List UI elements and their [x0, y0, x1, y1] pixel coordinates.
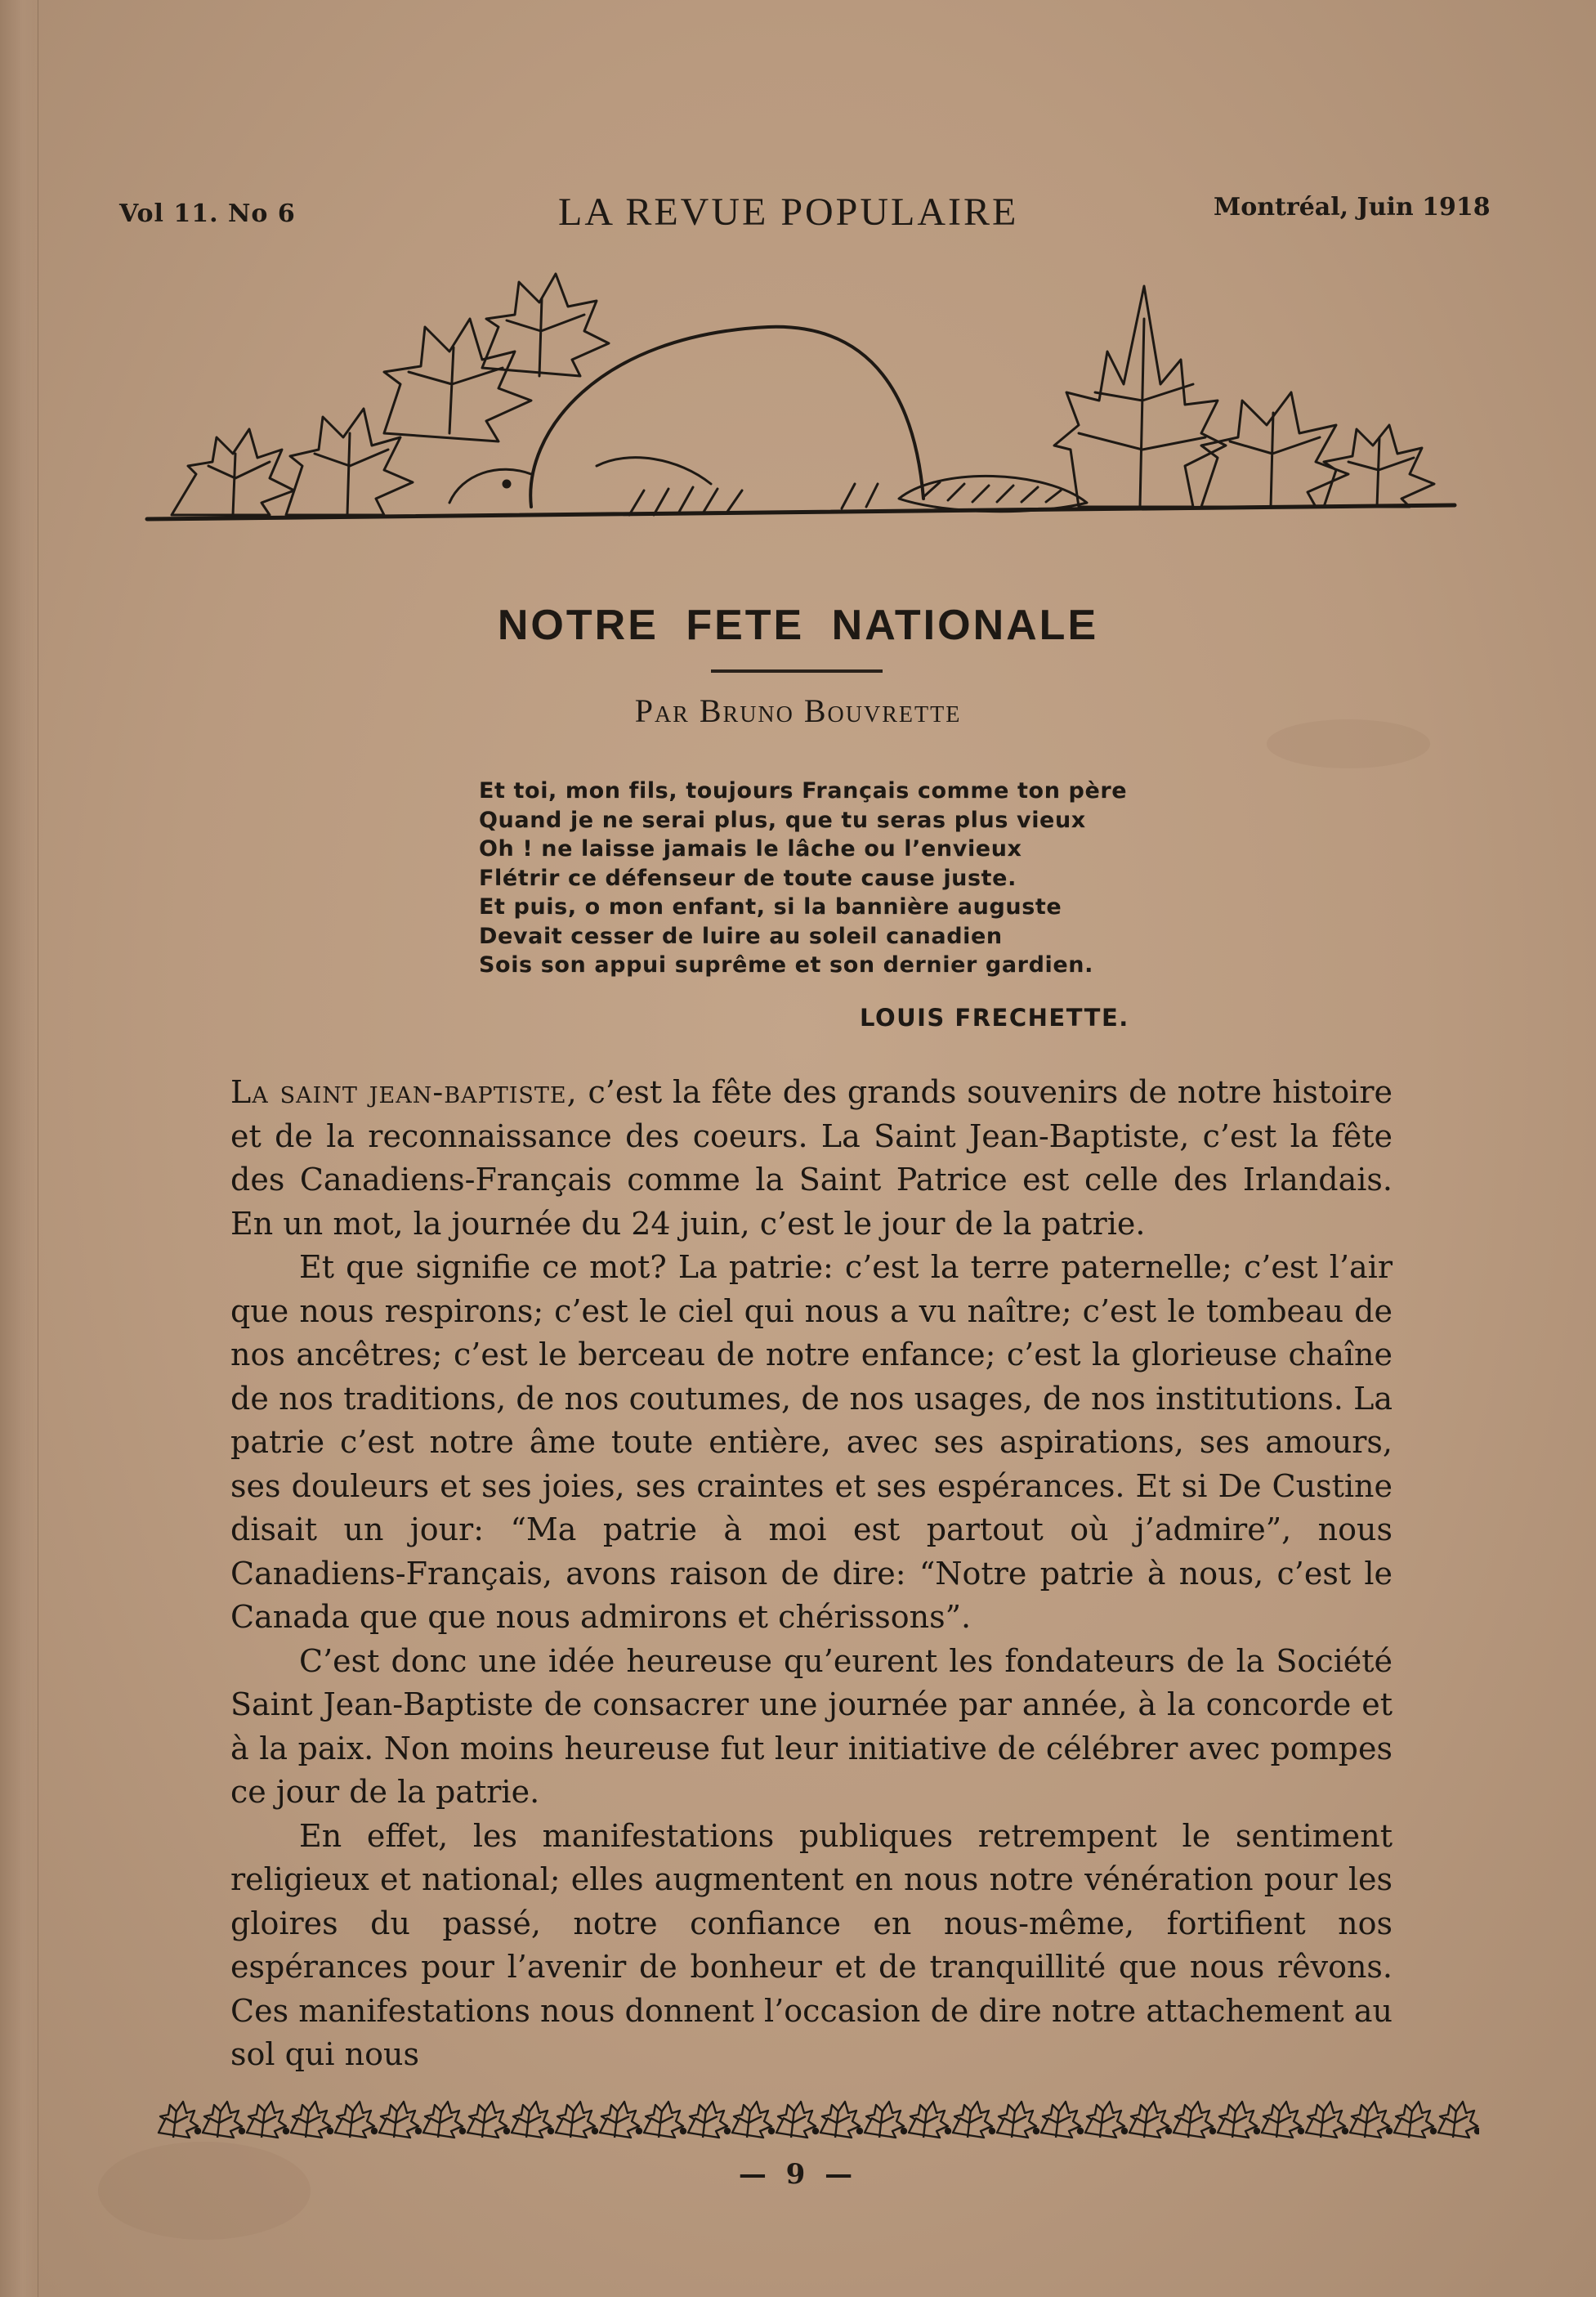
- volume-number: Vol 11. No 6: [119, 199, 296, 228]
- garland-leaf-icon: [1438, 2102, 1479, 2138]
- garland-leaf-icon: [467, 2102, 509, 2138]
- garland-leaf-icon: [909, 2102, 950, 2138]
- garland-leaf: [159, 2102, 1479, 2138]
- garland-leaf-icon: [291, 2102, 333, 2138]
- article-body: [230, 1071, 1393, 2077]
- garland-leaf-icon: [1041, 2102, 1083, 2138]
- garland-leaf-icon: [953, 2102, 995, 2138]
- garland-leaf-icon: [1129, 2102, 1171, 2138]
- garland-leaf-icon: [688, 2102, 730, 2138]
- epigraph-author: LOUIS FRECHETTE.: [860, 1004, 1129, 1032]
- paragraph: Et que signifie ce mot? La patrie: c’est la terre paternelle; c’est l’air que nous respirons; c’est le ciel qui nous a vu naître; c’est le tombeau de nos ancêtres; c’est le berceau de notre enfance; c’est la glorieuse chaîne de nos traditions, de nos coutumes, de nos usages, de nos institutions. La patrie c’est notre âme toute entière, avec ses aspirations, ses amours, ses douleurs et ses joies, ses craintes et ses espérances. Et si De Custine disait un jour: “Ma patrie à moi est partout où j’admire”, nous Canadiens-Français, avons raison de dire: “Notre patrie à nous, c’est le Canada que que nous admirons et chérissons”.: [230, 1249, 1393, 1635]
- page-number: — 9 —: [738, 2158, 858, 2191]
- garland-leaf-icon: [203, 2102, 244, 2138]
- paper-stain: [98, 2142, 311, 2240]
- garland-leaf-icon: [1085, 2102, 1127, 2138]
- epigraph-line: Sois son appui suprême et son dernier gardien.: [479, 952, 1093, 978]
- garland-leaf-icon: [1306, 2102, 1348, 2138]
- article-byline: Par Bruno Bouvrette: [634, 692, 962, 729]
- garland-leaf-icon: [247, 2102, 288, 2138]
- epigraph-line: Et puis, o mon enfant, si la bannière auguste: [479, 894, 1062, 920]
- garland-leaf-icon: [1218, 2102, 1259, 2138]
- garland-leaf-icon: [159, 2102, 200, 2138]
- paragraph: C’est donc une idée heureuse qu’eurent les fondateurs de la Société Saint Jean-Baptiste de consacrer une journée par année, à la concorde et à la paix. Non moins heureuse fut leur initiative de célébrer avec pompes ce jour de la patrie.: [230, 1642, 1393, 1810]
- beaver-maple-leaves-vignette-icon: [139, 270, 1463, 531]
- paragraph-text: c’est la fête des grands souvenirs de notre histoire et de la reconnaissance des coeurs. La Saint Jean-Baptiste, c’est la fête des Canadiens-Français comme la Saint Patrice est celle des Irlandais. En un mot, la journée du 24 juin, c’est le jour de la patrie.: [230, 1074, 1393, 1242]
- epigraph-line: Devait cesser de luire au soleil canadien: [479, 923, 1003, 949]
- article-title: NOTRE FETE NATIONALE: [497, 602, 1099, 649]
- garland-leaf-icon: [423, 2102, 465, 2138]
- garland-leaf-icon: [820, 2102, 862, 2138]
- garland-leaf-icon: [732, 2102, 774, 2138]
- epigraph-line: Quand je ne serai plus, que tu seras plus vieux: [479, 807, 1086, 833]
- running-header: [0, 190, 1596, 239]
- garland-leaf-icon: [865, 2102, 906, 2138]
- garland-leaf-icon: [335, 2102, 377, 2138]
- garland-leaf-icon: [776, 2102, 818, 2138]
- epigraph-line: Oh ! ne laisse jamais le lâche ou l’envieux: [479, 836, 1022, 862]
- garland-leaf-icon: [1174, 2102, 1215, 2138]
- garland-leaf-icon: [1350, 2102, 1392, 2138]
- garland-leaf-icon: [600, 2102, 642, 2138]
- garland-leaf-icon: [379, 2102, 421, 2138]
- garland-leaf-icon: [997, 2102, 1039, 2138]
- journal-title: LA REVUE POPULAIRE: [558, 190, 1019, 234]
- garland-leaf-icon: [1262, 2102, 1303, 2138]
- issue-date: Montréal, Juin 1918: [1214, 193, 1491, 222]
- epigraph-line: Et toi, mon fils, toujours Français comme ton père: [479, 778, 1128, 804]
- garland-leaf-icon: [644, 2102, 686, 2138]
- garland-leaf-icon: [1394, 2102, 1436, 2138]
- paragraph: En effet, les manifestations publiques retrempent le sentiment religieux et national; elles augmentent en nous notre vénération pour les gloires du passé, notre confiance en nous-même, fortifient nos espérances pour l’avenir de bonheur et de tranquillité que nous rêvons. Ces manifestations nous donnent l’occasion de dire notre attachement au sol qui nous: [230, 1817, 1393, 2072]
- page-gutter-edge: [0, 0, 38, 2297]
- garland-leaf-icon: [556, 2102, 597, 2138]
- maple-leaf-garland-icon: [155, 2097, 1479, 2143]
- paragraph: [230, 1071, 1393, 1246]
- garland-leaf-icon: [512, 2102, 553, 2138]
- title-divider: [711, 669, 883, 673]
- epigraph-line: Flétrir ce défenseur de toute cause juste.: [479, 865, 1017, 891]
- lead-in-small-caps: La saint jean-baptiste,: [230, 1074, 578, 1110]
- epigraph-poem: [479, 777, 1214, 980]
